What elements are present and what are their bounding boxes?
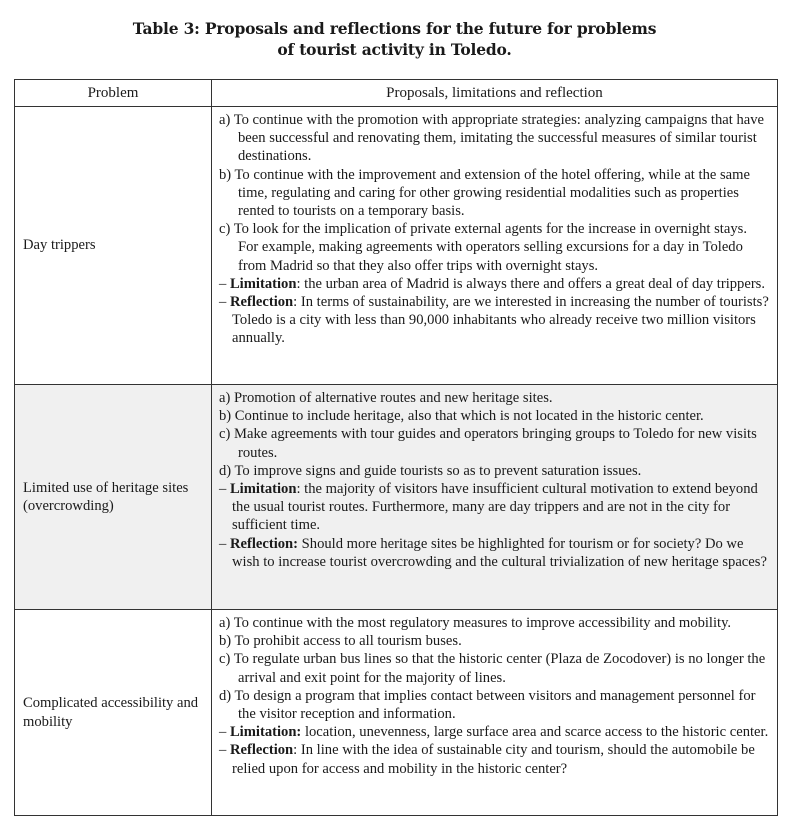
limitation-label: Limitation: — [229, 724, 302, 741]
table-row — [15, 610, 778, 816]
caption-line-1: Table 3: Proposals and reflections for the future for problems — [132, 19, 657, 38]
reflection-text: Should more heritage sites be highlighted for tourism or for society? Do we wish to increase tourist overcrowding and the cultural trivialization of new heritage spaces? — [232, 535, 767, 570]
reflection-label: Reflection — [229, 294, 294, 311]
table-row — [15, 107, 778, 385]
proposals-table — [14, 79, 778, 816]
limitation-text: : the urban area of Madrid is always there and offers a great deal of day trippers. — [296, 275, 766, 292]
dash-glyph: – — [219, 724, 230, 741]
proposal-item: b) To continue with the improvement and extension of the hotel offering, while at the same time, regulating and caring for other growing residential modalities such as properties rented to tourists on a temporary basis. — [219, 166, 750, 220]
proposal-item: a) Promotion of alternative routes and new heritage sites. — [219, 390, 553, 406]
proposals-cell — [212, 385, 778, 610]
proposal-item: d) To design a program that implies contact between visitors and management personnel for the visitor reception and information. — [219, 687, 756, 723]
table-caption — [0, 18, 789, 60]
reflection-label: Reflection — [229, 742, 294, 759]
problem-cell: Limited use of heritage sites (overcrowding) — [15, 385, 212, 610]
proposals-cell — [212, 107, 778, 385]
proposal-item: b) Continue to include heritage, also that which is not located in the historic center. — [219, 408, 704, 425]
proposal-item: c) Make agreements with tour guides and operators bringing groups to Toledo for new visits routes. — [219, 426, 757, 461]
header-proposals: Proposals, limitations and reflection — [212, 80, 778, 107]
reflection-text: : In line with the idea of sustainable city and tourism, should the automobile be relied upon for access and mobility in the historic center? — [232, 742, 755, 777]
dash-glyph: – — [219, 275, 230, 292]
reflection-text: : In terms of sustainability, are we interested in increasing the number of tourists? Toledo is a city with less than 90,000 inhabitants who already receive two million visitors annually. — [232, 294, 769, 347]
limitation-text: location, unevenness, large surface area and scarce access to the historic center. — [301, 724, 769, 741]
proposal-item: b) To prohibit access to all tourism buses. — [219, 633, 462, 650]
problem-cell: Complicated accessibility and mobility — [15, 610, 212, 816]
limitation — [219, 723, 769, 741]
header-problem: Problem — [15, 80, 212, 107]
reflection — [219, 741, 769, 777]
dash-glyph: – — [219, 535, 230, 552]
dash-glyph: – — [219, 481, 230, 498]
proposal-item: c) To regulate urban bus lines so that the historic center (Plaza de Zocodover) is no longer the arrival and exit point for the majority of lines. — [219, 651, 766, 686]
reflection — [219, 293, 769, 348]
limitation-label: Limitation — [229, 481, 297, 498]
table-row — [15, 385, 778, 610]
dash-glyph: – — [219, 742, 230, 759]
reflection — [219, 535, 769, 571]
table-header-row — [15, 80, 778, 107]
proposal-item: c) To look for the implication of private external agents for the increase in overnight stays. For example, making agreements with operators selling excursions for a day in Toledo from Madrid so that they also offer trips with overnight stays. — [219, 221, 747, 274]
dash-glyph: – — [219, 294, 230, 311]
limitation-label: Limitation — [229, 275, 297, 292]
limitation-text: : the majority of visitors have insufficient cultural motivation to extend beyond the usual tourist routes. Furthermore, many are day trippers and are not in the city for sufficient time. — [232, 481, 758, 534]
caption-line-2: of tourist activity in Toledo. — [277, 40, 512, 59]
reflection-label: Reflection: — [229, 535, 299, 552]
proposal-item: a) To continue with the promotion with appropriate strategies: analyzing campaigns that have been successful and renovating them, imitating the successful measures of similar tourist destinations. — [219, 112, 765, 165]
proposal-item: d) To improve signs and guide tourists so as to prevent saturation issues. — [219, 462, 642, 479]
proposals-cell — [212, 610, 778, 816]
problem-cell: Day trippers — [15, 107, 212, 385]
limitation — [219, 275, 769, 293]
proposal-item: a) To continue with the most regulatory measures to improve accessibility and mobility. — [219, 615, 732, 631]
limitation — [219, 480, 769, 535]
